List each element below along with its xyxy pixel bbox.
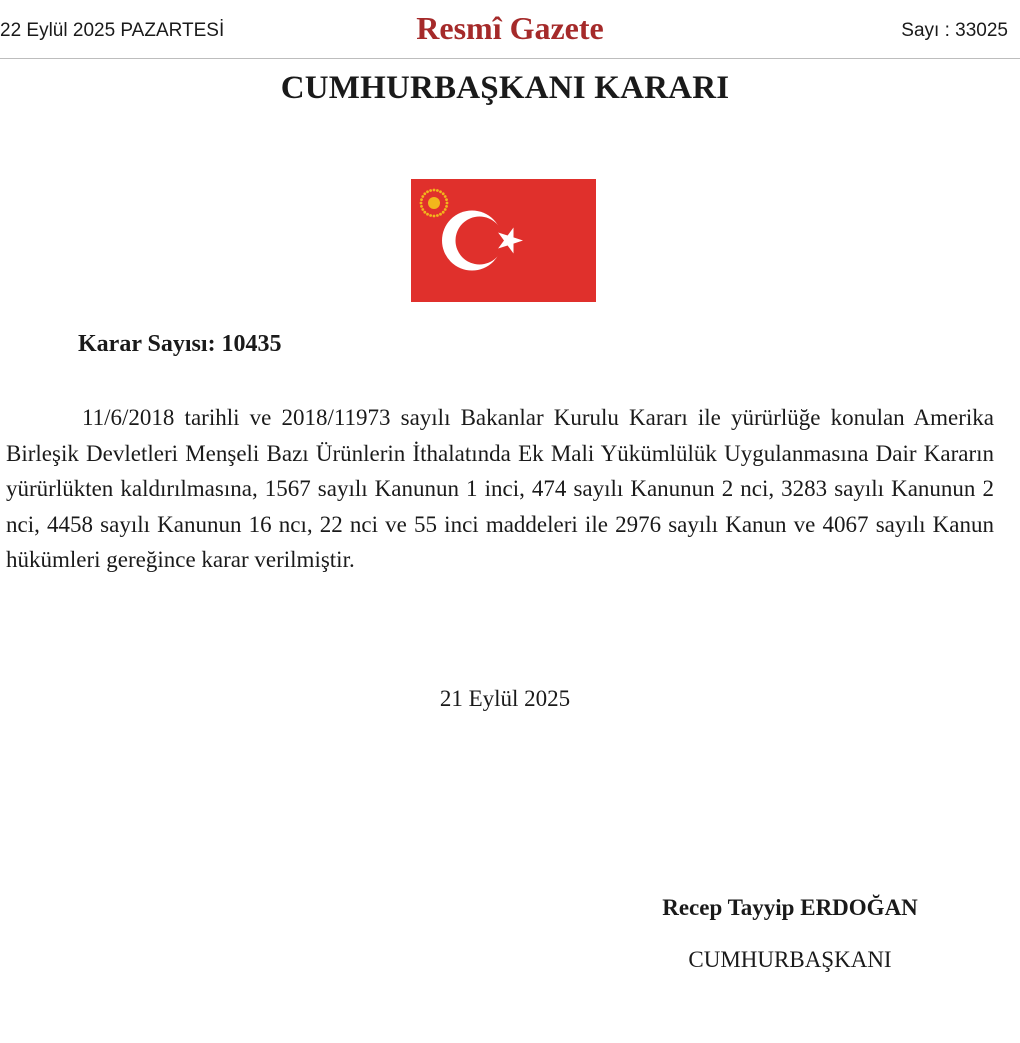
decision-date: 21 Eylül 2025 <box>439 686 571 711</box>
signer-name: Recep Tayyip ERDOĞAN <box>662 895 918 920</box>
presidential-flag-icon <box>411 179 596 302</box>
gazette-date: 22 Eylül 2025 PAZARTESİ <box>0 20 225 41</box>
gazette-masthead-title: Resmî Gazete <box>416 10 604 46</box>
signer-title: CUMHURBAŞKANI <box>688 947 892 972</box>
decision-heading: CUMHURBAŞKANI KARARI <box>280 70 730 106</box>
decision-body-paragraph: 11/6/2018 tarihli ve 2018/11973 sayılı Bakanlar Kurulu Kararı ile yürürlüğe konulan Amerika Birleşik Devletleri Menşeli Bazı Ürünlerin İthalatında Ek Mali Yükümlülük Uygulanmasına Dair Kararın yürürlükten kaldırılmasına, 1567 sayılı Kanunun 1 inci, 474 sayılı Kanunun 2 nci, 3283 sayılı Kanunun 2 nci, 4458 sayılı Kanunun 16 ncı, 22 nci ve 55 inci maddeleri ile 2976 sayılı Kanun ve 4067 sayılı Kanun hükümleri gereğince karar verilmiştir. <box>6 405 994 572</box>
decision-number: Karar Sayısı: 10435 <box>78 331 282 357</box>
header-divider <box>0 58 1020 59</box>
gazette-issue-number: Sayı : 33025 <box>901 20 1008 41</box>
